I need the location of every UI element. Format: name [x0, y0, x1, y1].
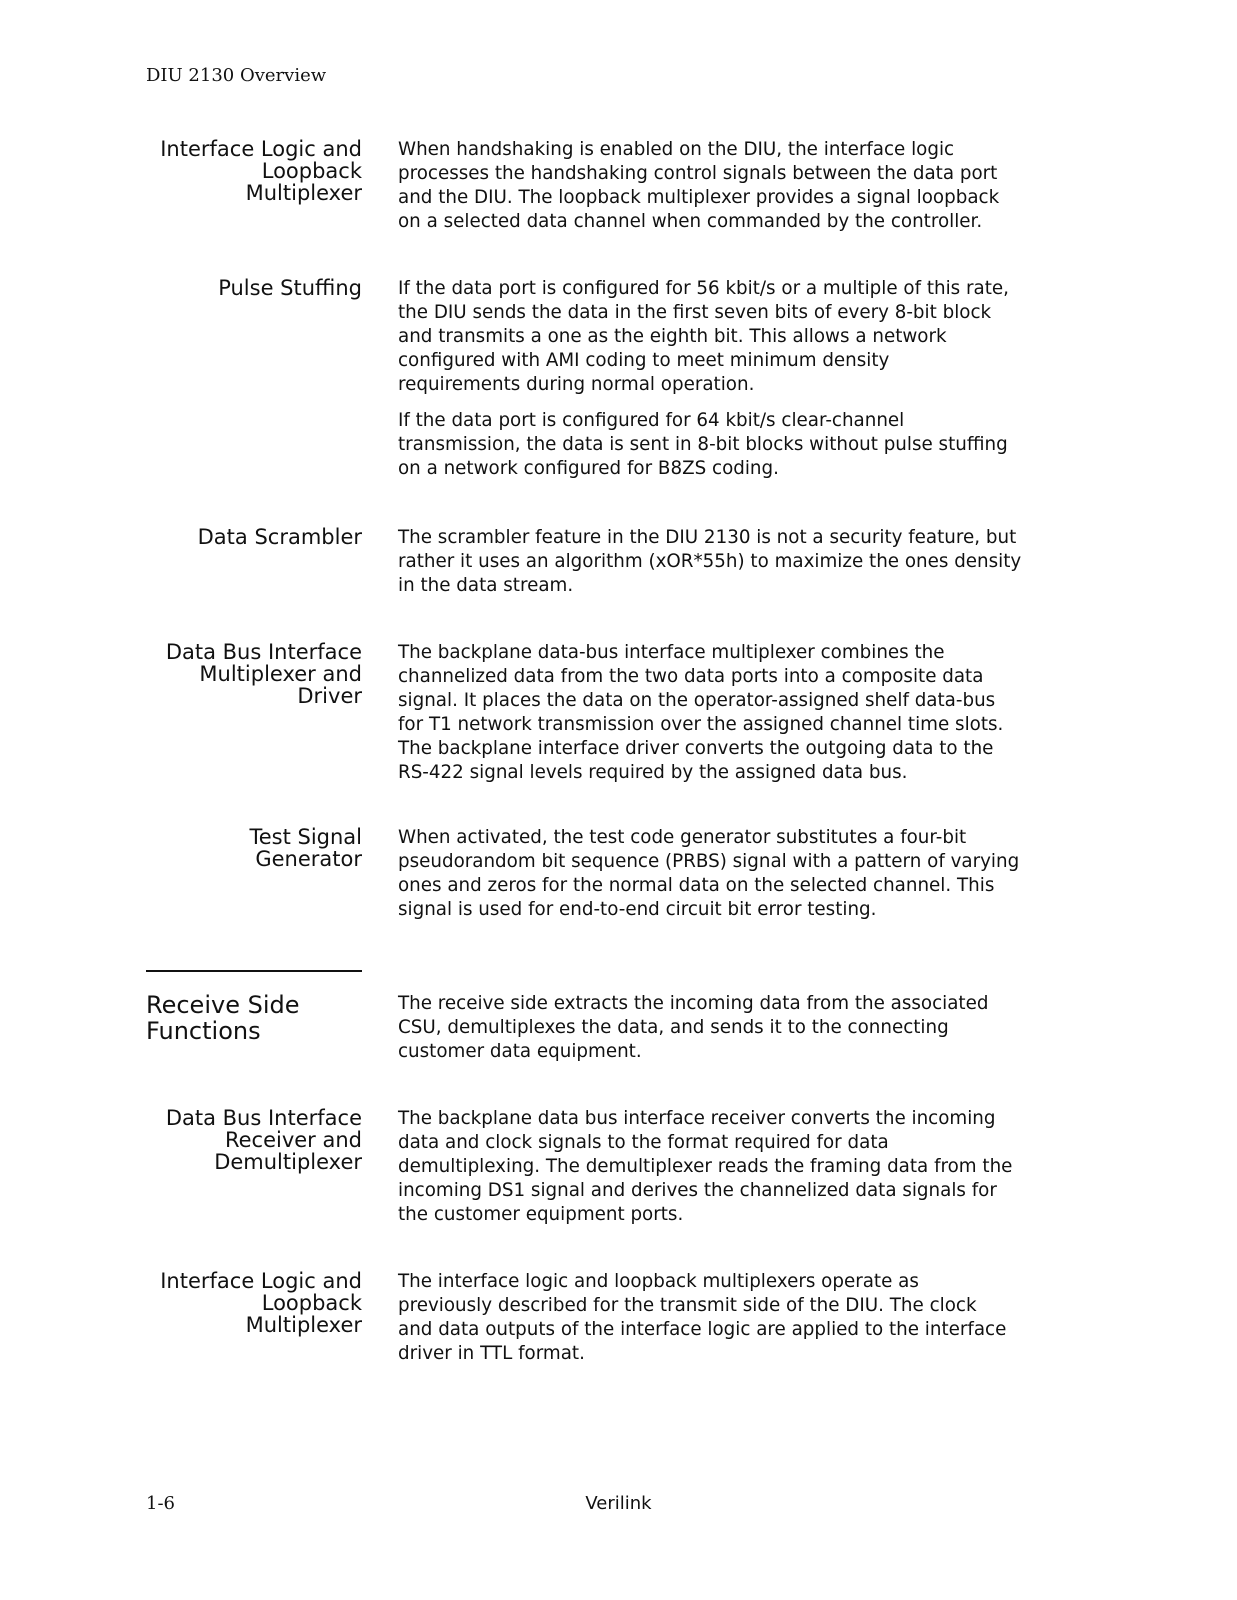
- section-body: [398, 138, 1088, 248]
- section-heading: [146, 526, 362, 548]
- text-line: configured with AMI coding to meet minimum density: [398, 350, 890, 371]
- text-line: processes the handshaking control signals between the data port: [398, 163, 998, 184]
- heading-line: Interface Logic and: [160, 137, 362, 161]
- text-line: When handshaking is enabled on the DIU, the interface logic: [398, 139, 955, 160]
- text-line: customer data equipment.: [398, 1041, 642, 1062]
- text-line: for T1 network transmission over the assigned channel time slots.: [398, 714, 1004, 735]
- text-line: the DIU sends the data in the first seven bits of every 8-bit block: [398, 302, 992, 323]
- text-line: incoming DS1 signal and derives the channelized data signals for: [398, 1180, 997, 1201]
- heading-line: Multiplexer: [245, 1313, 362, 1337]
- paragraph: [398, 526, 1088, 598]
- section-body: [398, 277, 1088, 495]
- text-line: The backplane interface driver converts the outgoing data to the: [398, 738, 994, 759]
- heading-line: Loopback: [261, 1291, 362, 1315]
- heading-line: Driver: [297, 684, 362, 708]
- text-line: rather it uses an algorithm (xOR*55h) to maximize the ones density: [398, 551, 1022, 572]
- text-line: The receive side extracts the incoming data from the associated: [398, 993, 989, 1014]
- heading-line: Data Bus Interface: [165, 1106, 362, 1130]
- paragraph: [398, 641, 1088, 785]
- paragraph: [398, 1270, 1088, 1366]
- heading-line: Receiver and: [224, 1128, 362, 1152]
- footer-company: Verilink: [585, 1493, 652, 1514]
- text-line: When activated, the test code generator substitutes a four-bit: [398, 827, 967, 848]
- section-heading: [146, 277, 362, 299]
- section-body: [398, 641, 1088, 799]
- text-line: transmission, the data is sent in 8-bit blocks without pulse stuffing: [398, 434, 1008, 455]
- paragraph: [398, 409, 1088, 481]
- text-line: ones and zeros for the normal data on the selected channel. This: [398, 875, 995, 896]
- section-body: [398, 526, 1088, 612]
- section-heading: [146, 641, 362, 707]
- text-line: requirements during normal operation.: [398, 374, 755, 395]
- text-line: The interface logic and loopback multiplexers operate as: [398, 1271, 919, 1292]
- section-body: [398, 1270, 1088, 1380]
- heading-line: Interface Logic and: [160, 1269, 362, 1293]
- text-line: signal is used for end-to-end circuit bit error testing.: [398, 899, 877, 920]
- text-line: and data outputs of the interface logic are applied to the interface: [398, 1319, 1007, 1340]
- text-line: If the data port is configured for 64 kbit/s clear-channel: [398, 410, 905, 431]
- text-line: and the DIU. The loopback multiplexer provides a signal loopback: [398, 187, 1000, 208]
- section-heading: [146, 1107, 362, 1173]
- text-line: on a network configured for B8ZS coding.: [398, 458, 779, 479]
- heading-line: Data Scrambler: [197, 525, 362, 549]
- heading-line: Test Signal: [249, 825, 362, 849]
- section-heading: [146, 826, 362, 870]
- paragraph: [398, 826, 1088, 922]
- text-line: driver in TTL format.: [398, 1343, 585, 1364]
- text-line: The backplane data-bus interface multiplexer combines the: [398, 642, 945, 663]
- heading-line: Generator: [255, 847, 362, 871]
- text-line: The scrambler feature in the DIU 2130 is not a security feature, but: [398, 527, 1017, 548]
- section-heading: [146, 1270, 362, 1336]
- text-line: on a selected data channel when commanded by the controller.: [398, 211, 983, 232]
- text-line: pseudorandom bit sequence (PRBS) signal with a pattern of varying: [398, 851, 1020, 872]
- heading-line: Functions: [146, 1017, 261, 1045]
- heading-line: Multiplexer and: [199, 662, 362, 686]
- text-line: the customer equipment ports.: [398, 1204, 684, 1225]
- paragraph: [398, 277, 1088, 397]
- heading-line: Receive Side: [146, 991, 300, 1019]
- paragraph: [398, 1107, 1088, 1227]
- text-line: RS-422 signal levels required by the assigned data bus.: [398, 762, 908, 783]
- page-number: 1-6: [146, 1493, 175, 1514]
- text-line: previously described for the transmit side of the DIU. The clock: [398, 1295, 977, 1316]
- heading-line: Demultiplexer: [214, 1150, 362, 1174]
- paragraph: [398, 992, 1088, 1064]
- text-line: If the data port is configured for 56 kbit/s or a multiple of this rate,: [398, 278, 1009, 299]
- paragraph: [398, 138, 1088, 234]
- section-body: [398, 826, 1088, 936]
- heading-line: Pulse Stuffing: [218, 276, 362, 300]
- text-line: channelized data from the two data ports into a composite data: [398, 666, 984, 687]
- heading-line: Data Bus Interface: [165, 640, 362, 664]
- section-divider-rule: [146, 970, 362, 972]
- section-body: [398, 992, 1088, 1078]
- text-line: CSU, demultiplexes the data, and sends it to the connecting: [398, 1017, 949, 1038]
- heading-line: Multiplexer: [245, 181, 362, 205]
- running-header-title: DIU 2130 Overview: [146, 65, 327, 86]
- section-heading: [146, 138, 362, 204]
- text-line: data and clock signals to the format required for data: [398, 1132, 889, 1153]
- text-line: signal. It places the data on the operator-assigned shelf data-bus: [398, 690, 996, 711]
- heading-line: Loopback: [261, 159, 362, 183]
- section-body: [398, 1107, 1088, 1241]
- text-line: demultiplexing. The demultiplexer reads the framing data from the: [398, 1156, 1013, 1177]
- text-line: and transmits a one as the eighth bit. This allows a network: [398, 326, 947, 347]
- major-section-heading: [146, 992, 362, 1044]
- text-line: The backplane data bus interface receiver converts the incoming: [398, 1108, 996, 1129]
- text-line: in the data stream.: [398, 575, 574, 596]
